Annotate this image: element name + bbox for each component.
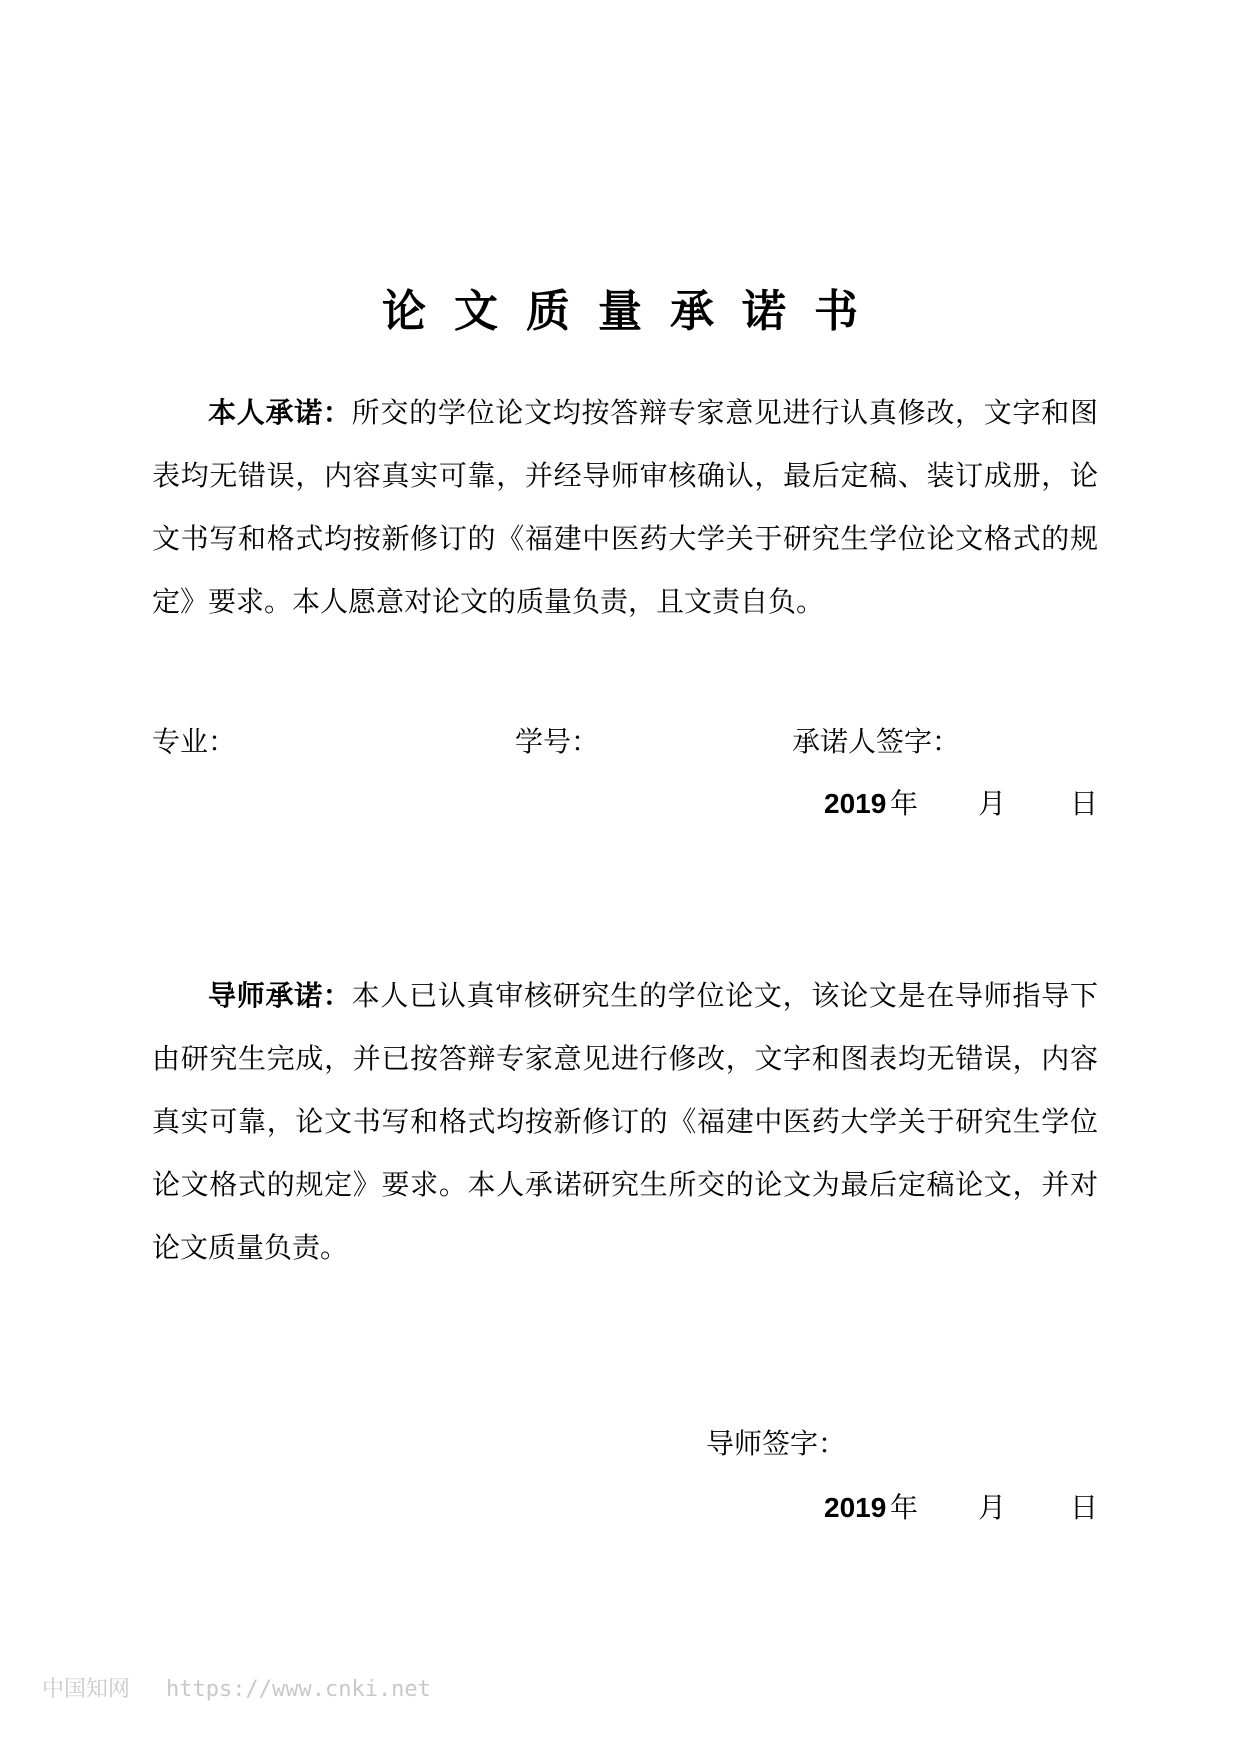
cnki-watermark [42, 1672, 431, 1703]
major-label: 专业： [152, 725, 237, 758]
advisor-date-day-unit: 日 [1070, 1491, 1099, 1524]
student-date-month-unit: 月 [978, 787, 1007, 820]
student-commitment-text: 所交的学位论文均按答辩专家意见进行认真修改，文字和图表均无错误，内容真实可靠，并经导师审核确认，最后定稿、装订成册，论文书写和格式均按新修订的《福建中医药大学关于研究生学位论文格式的规定》要求。本人愿意对论文的质量负责，且文责自负。 [152, 396, 1098, 618]
student-date-day-unit: 日 [1070, 787, 1099, 820]
page-title: 论文质量承诺书 [382, 286, 886, 337]
advisor-commitment-paragraph [152, 964, 1098, 1279]
advisor-commitment-text: 本人已认真审核研究生的学位论文，该论文是在导师指导下由研究生完成，并已按答辩专家意见进行修改，文字和图表均无错误，内容真实可靠，论文书写和格式均按新修订的《福建中医药大学关于研究生学位论文格式的规定》要求。本人承诺研究生所交的论文为最后定稿论文，并对论文质量负责。 [152, 979, 1098, 1264]
student-signature-label: 承诺人签字： [792, 725, 961, 758]
student-commitment-lead: 本人承诺： [208, 396, 352, 429]
advisor-date-month-unit: 月 [978, 1491, 1007, 1524]
advisor-date-year: 2019 [824, 1492, 887, 1523]
watermark-brand: 中国知网 [42, 1677, 131, 1702]
advisor-date-year-unit: 年 [890, 1491, 919, 1524]
student-date-year: 2019 [824, 788, 887, 819]
advisor-commitment-lead: 导师承诺： [208, 979, 352, 1012]
student-date-year-unit: 年 [890, 787, 919, 820]
student-commitment-paragraph [152, 381, 1098, 633]
student-id-label: 学号： [515, 725, 600, 758]
advisor-signature-label: 导师签字： [706, 1427, 847, 1460]
watermark-url: https://www.cnki.net [166, 1677, 431, 1702]
